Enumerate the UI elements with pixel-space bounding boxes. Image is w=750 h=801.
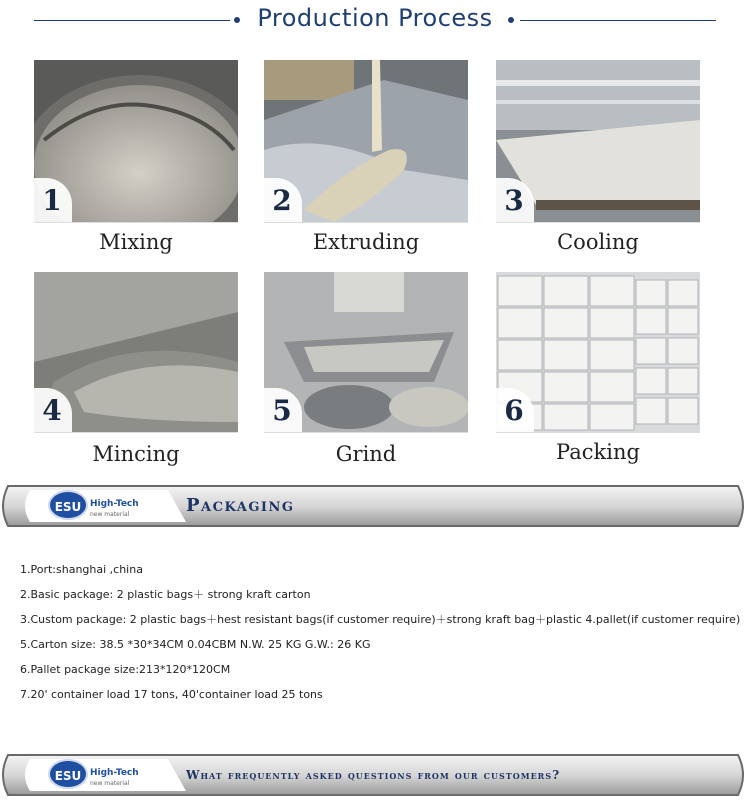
header-right-rule bbox=[520, 20, 716, 21]
logo-name: High-Tech bbox=[90, 499, 139, 509]
esu-logo-mark: ESU bbox=[48, 759, 88, 789]
step-number: 5 bbox=[272, 394, 292, 427]
packaging-heading: Packaging bbox=[186, 495, 295, 516]
step-label: Mincing bbox=[92, 442, 180, 466]
step-number-badge bbox=[264, 178, 302, 222]
logo-subtitle: new material bbox=[90, 511, 130, 518]
packaging-list bbox=[20, 563, 740, 713]
step-label: Extruding bbox=[312, 230, 420, 254]
logo-subtitle: new material bbox=[90, 780, 130, 787]
list-item: 5.Carton size: 38.5 *30*34CM 0.04CBM N.W. 25 KG G.W.: 26 KG bbox=[20, 638, 371, 651]
step-label: Packing bbox=[556, 440, 640, 464]
process-step bbox=[264, 60, 468, 260]
step-number-badge bbox=[496, 178, 534, 222]
page-title: Production Process bbox=[257, 4, 493, 32]
process-step bbox=[496, 60, 700, 260]
step-number-badge bbox=[496, 388, 534, 432]
step-number: 1 bbox=[42, 184, 62, 217]
process-step bbox=[264, 272, 468, 472]
step-number: 2 bbox=[272, 184, 292, 217]
list-item: 7.20' container load 17 tons, 40'container load 25 tons bbox=[20, 688, 323, 701]
section-header bbox=[0, 0, 750, 42]
process-step bbox=[34, 272, 238, 472]
step-label: Grind bbox=[335, 442, 397, 466]
list-item: 3.Custom package: 2 plastic bags＋hest resistant bags(if customer require)＋strong kraft bag＋plastic 4.pallet(if customer require) bbox=[20, 613, 741, 626]
process-step bbox=[34, 60, 238, 260]
logo-name: High-Tech bbox=[90, 768, 139, 778]
step-label: Cooling bbox=[557, 230, 639, 254]
step-number: 4 bbox=[42, 394, 62, 427]
list-item: 2.Basic package: 2 plastic bags＋ strong kraft carton bbox=[20, 588, 311, 601]
step-number-badge bbox=[264, 388, 302, 432]
faq-heading: What frequently asked questions from our customers? bbox=[186, 768, 561, 782]
list-item: 1.Port:shanghai ,china bbox=[20, 563, 143, 576]
header-right-dot bbox=[508, 17, 514, 23]
list-item: 6.Pallet package size:213*120*120CM bbox=[20, 663, 231, 676]
step-number: 3 bbox=[504, 184, 524, 217]
step-label: Mixing bbox=[99, 230, 173, 254]
step-number: 6 bbox=[504, 394, 524, 427]
step-number-badge bbox=[34, 178, 72, 222]
faq-banner bbox=[0, 751, 750, 799]
esu-logo-mark: ESU bbox=[48, 490, 88, 520]
step-number-badge bbox=[34, 388, 72, 432]
process-step bbox=[496, 272, 700, 472]
packaging-banner bbox=[0, 482, 750, 530]
